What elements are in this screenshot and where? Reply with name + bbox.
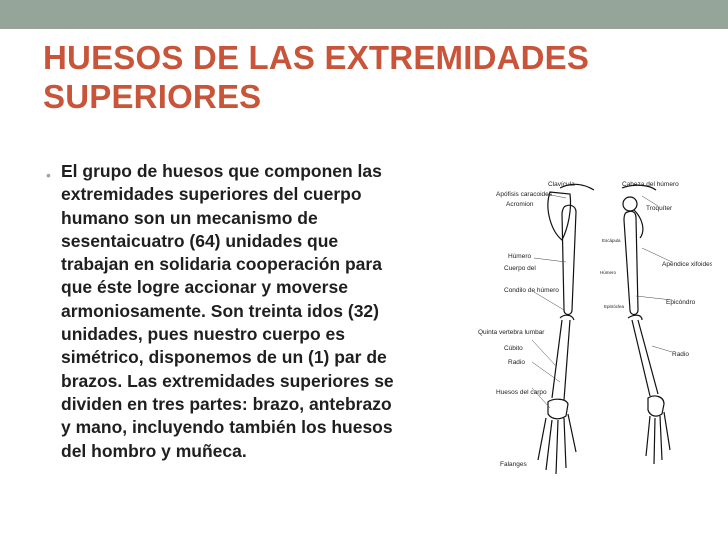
label-quinta: Quinta vertebra lumbar	[478, 329, 545, 336]
label-condilo: Condilo de húmero	[504, 287, 559, 294]
arm-bones-drawing	[472, 170, 712, 500]
label-small-3: Epitróclea	[604, 304, 625, 309]
body-line: dividen en tres partes: brazo, antebrazo	[61, 393, 392, 414]
body-text	[61, 160, 501, 463]
label-huesos-carpo: Huesos del carpo	[496, 389, 547, 396]
body-line: unidades, pues nuestro cuerpo es	[61, 324, 345, 345]
label-radio-right: Radio	[672, 351, 689, 358]
label-radio-left: Radio	[508, 359, 525, 366]
body-line: armoniosamente. Son treinta idos (32)	[61, 300, 379, 321]
body-line: extremidades superiores del cuerpo	[61, 184, 362, 205]
label-cuerpo: Cuerpo del	[504, 265, 536, 272]
body-line: humano son un mecanismo de	[61, 207, 318, 228]
top-accent-bar	[0, 0, 728, 29]
label-acromion: Acromion	[506, 201, 534, 208]
label-small-1: Escápula	[602, 238, 621, 243]
label-epicondilo: Epicóndro	[666, 299, 696, 306]
body-line: sesentaicuatro (64) unidades que	[61, 230, 339, 251]
label-cubito: Cúbito	[504, 345, 523, 352]
arm-bones-illustration	[472, 170, 712, 500]
label-cabeza: Cabeza del húmero	[622, 181, 679, 188]
label-small-2: Húmero	[600, 270, 617, 275]
body-line: simétrico, disponemos de un (1) par de	[61, 347, 387, 368]
slide-title-line-2: SUPERIORES	[43, 78, 262, 115]
body-line: El grupo de huesos que componen las	[61, 161, 382, 181]
body-line: que éste logre accionar y moverse	[61, 277, 348, 298]
label-troquiter: Troquíter	[646, 205, 673, 212]
body-line: trabajan en solidaria cooperación para	[61, 254, 382, 275]
body-line: del hombro y muñeca.	[61, 440, 247, 461]
label-falanges: Falanges	[500, 461, 527, 468]
body-line: y mano, incluyendo también los huesos	[61, 417, 393, 438]
bullet-icon: •	[46, 167, 51, 183]
label-apofisis: Apófisis caracoides	[496, 191, 552, 198]
slide-title	[43, 38, 703, 116]
label-apendice: Apéndice xifoides	[662, 261, 712, 268]
label-clavicula: Clavícula	[548, 181, 575, 188]
body-line: brazos. Las extremidades superiores se	[61, 370, 394, 391]
slide-title-line-1: HUESOS DE LAS EXTREMIDADES	[43, 39, 590, 76]
label-humero: Húmero	[508, 253, 532, 260]
